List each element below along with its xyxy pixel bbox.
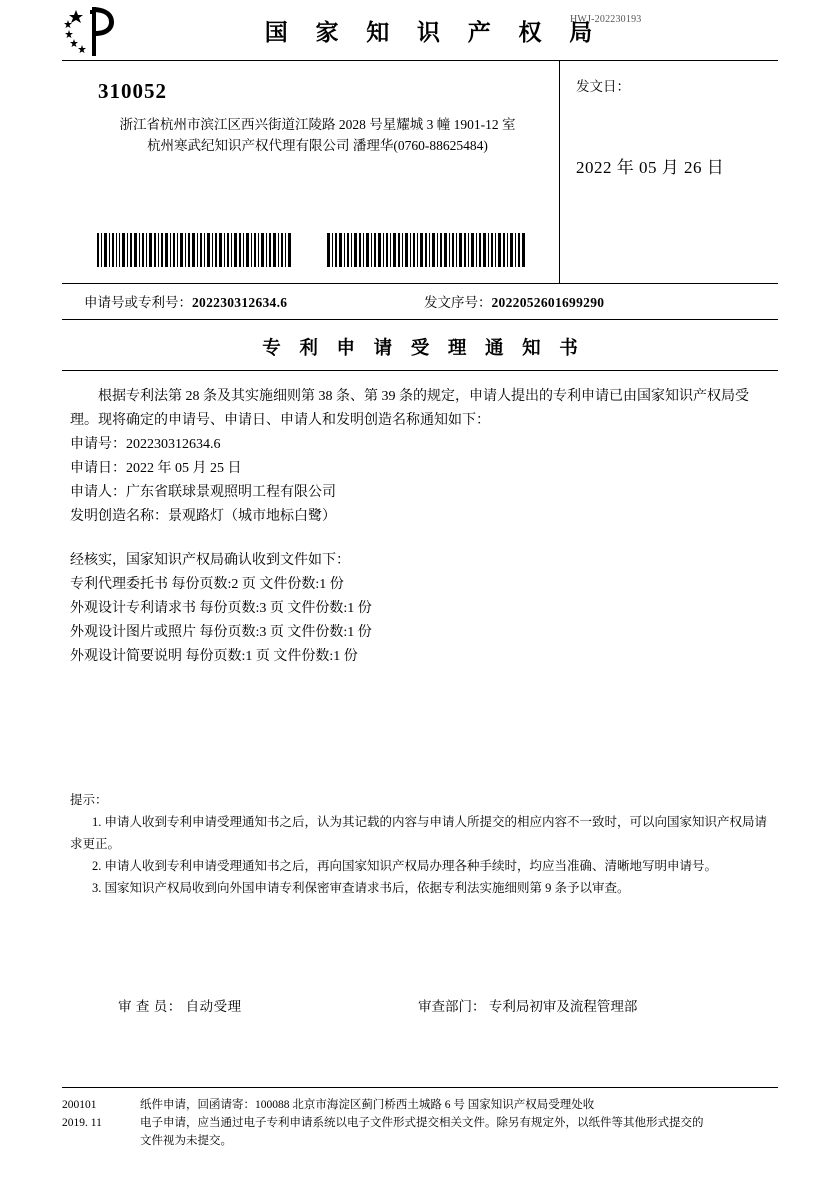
body-application-date: 申请日：2022 年 05 月 25 日 <box>70 461 242 476</box>
signature-row <box>62 995 778 1015</box>
postcode: 310052 <box>98 79 167 103</box>
body-applicant: 申请人：广东省联球景观照明工程有限公司 <box>70 485 336 500</box>
body-application-number: 申请号：202230312634.6 <box>70 437 221 452</box>
footer-codes <box>62 1096 140 1150</box>
footer-line-3: 文件视为未提交。 <box>140 1135 232 1147</box>
document-footer <box>62 1087 778 1150</box>
barcode-application-number <box>95 233 295 267</box>
examiner-value: 自动受理 <box>185 999 242 1014</box>
body-spacer <box>70 529 774 549</box>
note-item: 3. 国家知识产权局收到向外国申请专利保密审查请求书后，依据专利法实施细则第 9 条予以审查。 <box>92 881 630 895</box>
body-doc-item: 外观设计专利请求书 每份页数:3 页 文件份数:1 份 <box>70 601 372 616</box>
document-title: 专 利 申 请 受 理 通 知 书 <box>62 320 778 371</box>
footer-line-2: 电子申请，应当通过电子专利申请系统以电子文件形式提交相关文件。除另有规定外，以纸件等其他形式提交的 <box>140 1117 704 1129</box>
application-number-cell <box>84 291 424 311</box>
send-date-label: 发文日： <box>576 79 630 94</box>
dispatch-number-cell <box>424 291 772 311</box>
body-doc-item: 专利代理委托书 每份页数:2 页 文件份数:1 份 <box>70 577 344 592</box>
notes-heading: 提示： <box>70 793 108 807</box>
application-number-label: 申请号或专利号： <box>84 295 192 310</box>
number-row <box>62 284 778 320</box>
document-code: HWJ-202230193 <box>570 14 642 25</box>
address-area <box>62 61 560 283</box>
footer-code-1: 200101 <box>62 1099 97 1111</box>
body-paragraph-1: 根据专利法第 28 条及其实施细则第 38 条、第 39 条的规定，申请人提出的专利申请已由国家知识产权局受理。现将确定的申请号、申请日、申请人和发明创造名称通知如下： <box>70 389 749 428</box>
department-value: 专利局初审及流程管理部 <box>488 999 638 1014</box>
footer-line-1: 纸件申请，回函请寄：100088 北京市海淀区蓟门桥西土城路 6 号 国家知识产权局受理处收 <box>140 1099 595 1111</box>
national-emblem-icon <box>62 4 126 60</box>
dispatch-number-value: 2022052601699290 <box>491 295 605 310</box>
document-body <box>62 385 778 669</box>
send-date-value: 2022 年 05 月 26 日 <box>576 158 725 177</box>
notes-section <box>62 789 778 899</box>
note-item: 1. 申请人收到专利申请受理通知书之后，认为其记载的内容与申请人所提交的相应内容不一致时，可以向国家知识产权局请求更正。 <box>70 815 768 851</box>
send-date-area <box>560 61 778 283</box>
examiner-cell <box>118 995 418 1015</box>
header-title: 国 家 知 识 产 权 局 <box>264 19 604 45</box>
barcode-dispatch-number <box>326 233 526 267</box>
address-line-1: 浙江省杭州市滨江区西兴街道江陵路 2028 号星耀城 3 幢 1901-12 室 <box>119 117 516 132</box>
body-paragraph-2: 经核实，国家知识产权局确认收到文件如下： <box>70 553 350 568</box>
body-doc-item: 外观设计图片或照片 每份页数:3 页 文件份数:1 份 <box>70 625 372 640</box>
examiner-label: 审 查 员： <box>118 999 182 1014</box>
department-label: 审查部门： <box>418 999 486 1014</box>
barcode-group <box>62 233 559 267</box>
footer-code-2: 2019. 11 <box>62 1117 102 1129</box>
application-number-value: 202230312634.6 <box>192 295 288 310</box>
dispatch-number-label: 发文序号： <box>424 295 492 310</box>
footer-text <box>140 1096 778 1150</box>
body-doc-item: 外观设计简要说明 每份页数:1 页 文件份数:1 份 <box>70 649 358 664</box>
note-item: 2. 申请人收到专利申请受理通知书之后，再向国家知识产权局办理各种手续时，均应当准确、清晰地写明申请号。 <box>92 859 718 873</box>
address-date-block <box>62 61 778 284</box>
department-cell <box>418 995 778 1015</box>
address-line-2: 杭州寒武纪知识产权代理有限公司 潘理华(0760-88625484) <box>147 138 488 153</box>
body-invention-title: 发明创造名称：景观路灯（城市地标白鹭） <box>70 509 336 524</box>
document-header <box>62 0 778 61</box>
